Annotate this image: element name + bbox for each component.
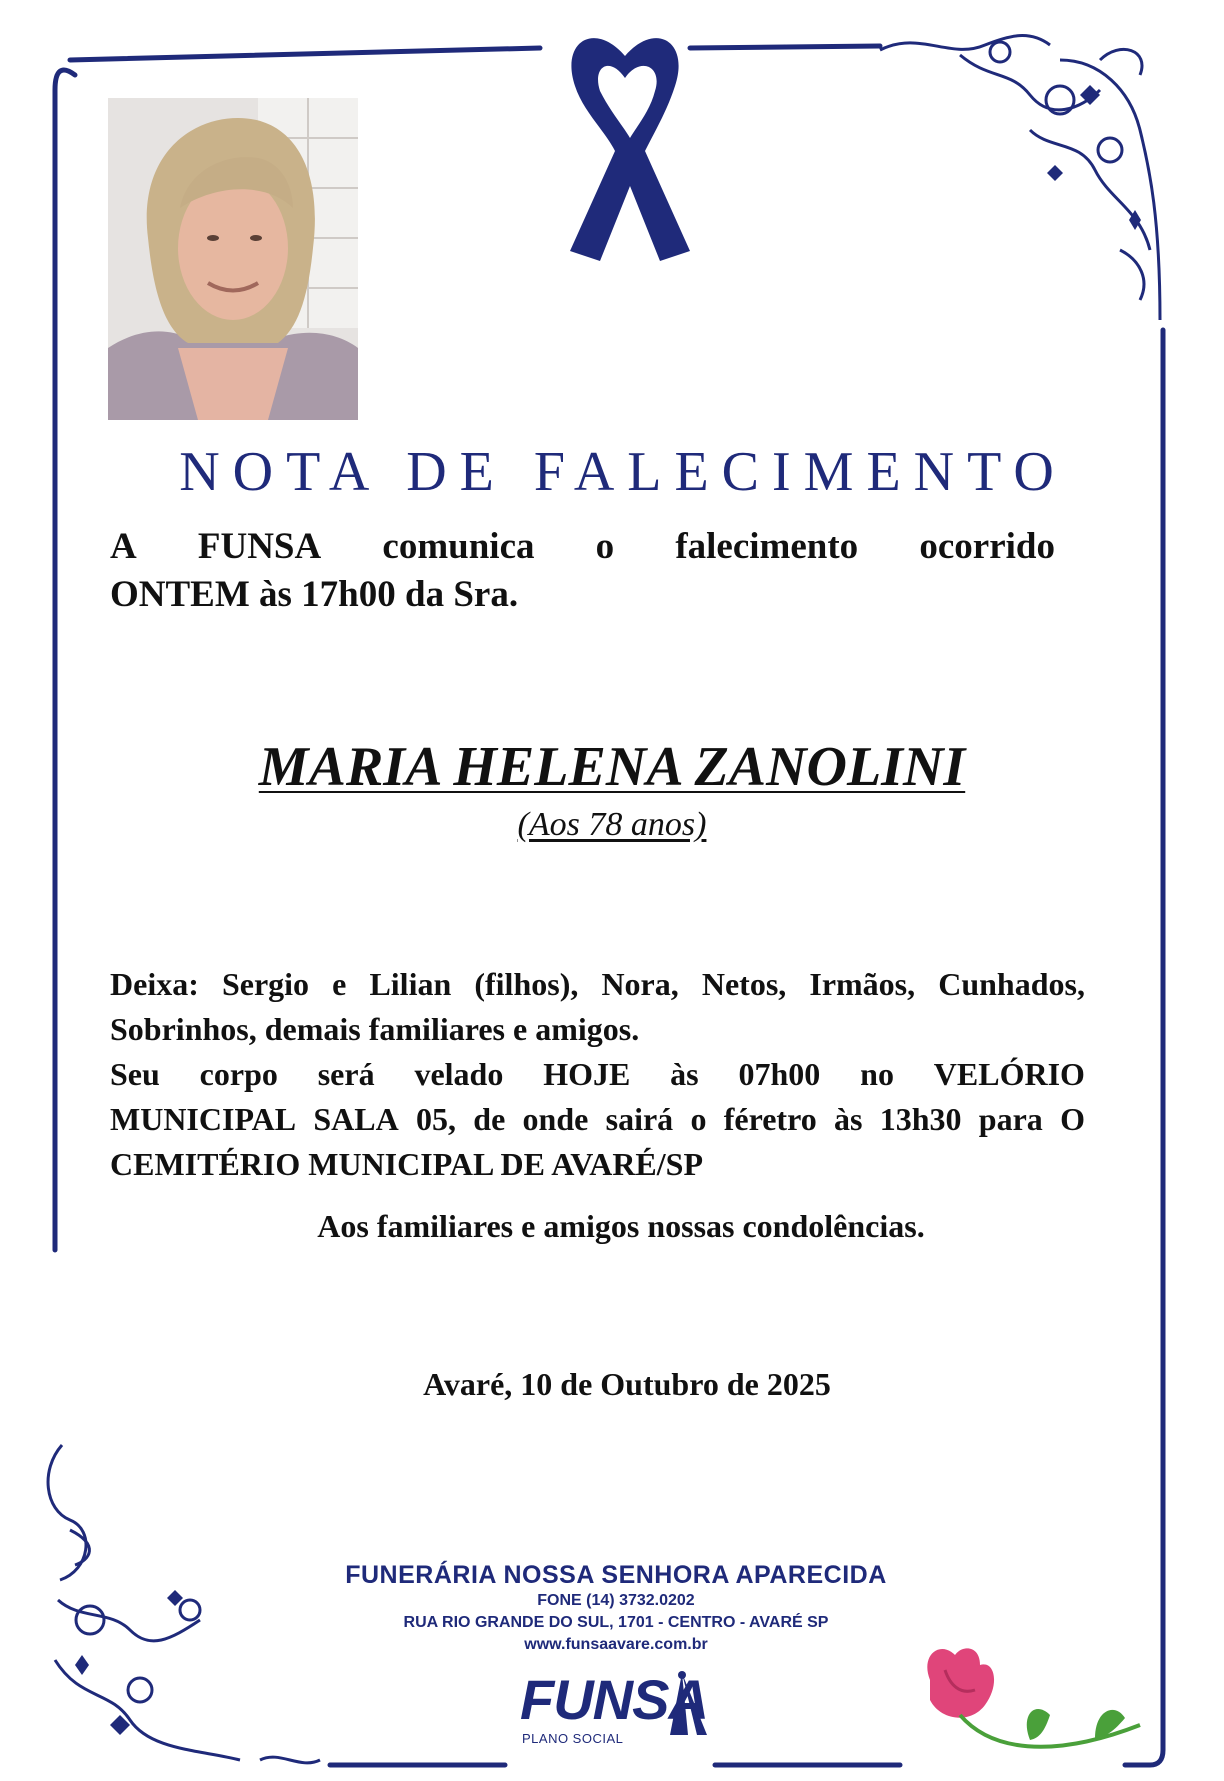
- deceased-name: [0, 735, 1224, 799]
- intro-line-1: [110, 523, 1055, 571]
- intro-word: FUNSA: [197, 526, 322, 567]
- body-line: Deixa: Sergio e Lilian (filhos), Nora, Netos, Irmãos, Cunhados,: [110, 966, 1085, 1002]
- company-phone: FONE (14) 3732.0202: [537, 1592, 695, 1609]
- intro-word: comunica: [382, 526, 535, 567]
- logo-tagline: PLANO SOCIAL: [522, 1731, 624, 1746]
- company-address: RUA RIO GRANDE DO SUL, 1701 - CENTRO - AVARÉ SP: [403, 1614, 829, 1631]
- date-place: Avaré, 10 de Outubro de 2025: [423, 1366, 831, 1402]
- funsa-logo: [512, 1665, 712, 1765]
- body-line: Sobrinhos, demais familiares e amigos.: [110, 1011, 640, 1047]
- body-line: CEMITÉRIO MUNICIPAL DE AVARÉ/SP: [110, 1146, 703, 1182]
- floral-corner-icon: [880, 36, 1160, 320]
- company-website[interactable]: www.funsaavare.com.br: [524, 1636, 708, 1653]
- ribbon-icon: [555, 26, 695, 261]
- deceased-age: (Aos 78 anos): [517, 806, 707, 843]
- intro-word: falecimento: [675, 526, 859, 567]
- page-title: NOTA DE FALECIMENTO: [179, 441, 1067, 503]
- intro-word: ocorrido: [919, 526, 1055, 567]
- logo-text: FUNSA: [520, 1668, 708, 1731]
- body-line: Seu corpo será velado HOJE às 07h00 no VELÓRIO: [110, 1056, 1085, 1092]
- tulip-icon: [900, 1640, 1145, 1760]
- condolences-text: Aos familiares e amigos nossas condolências.: [317, 1208, 925, 1244]
- intro-word: A: [110, 526, 137, 567]
- notice-body: [110, 962, 1085, 1187]
- deceased-name-text: MARIA HELENA ZANOLINI: [258, 736, 966, 798]
- company-name: FUNERÁRIA NOSSA SENHORA APARECIDA: [345, 1561, 887, 1589]
- deceased-photo: [108, 98, 358, 420]
- body-line: MUNICIPAL SALA 05, de onde sairá o féretro às 13h30 para O: [110, 1101, 1085, 1137]
- intro-word: o: [595, 526, 615, 567]
- intro-paragraph: [110, 523, 1055, 619]
- intro-line-2: ONTEM às 17h00 da Sra.: [110, 574, 519, 615]
